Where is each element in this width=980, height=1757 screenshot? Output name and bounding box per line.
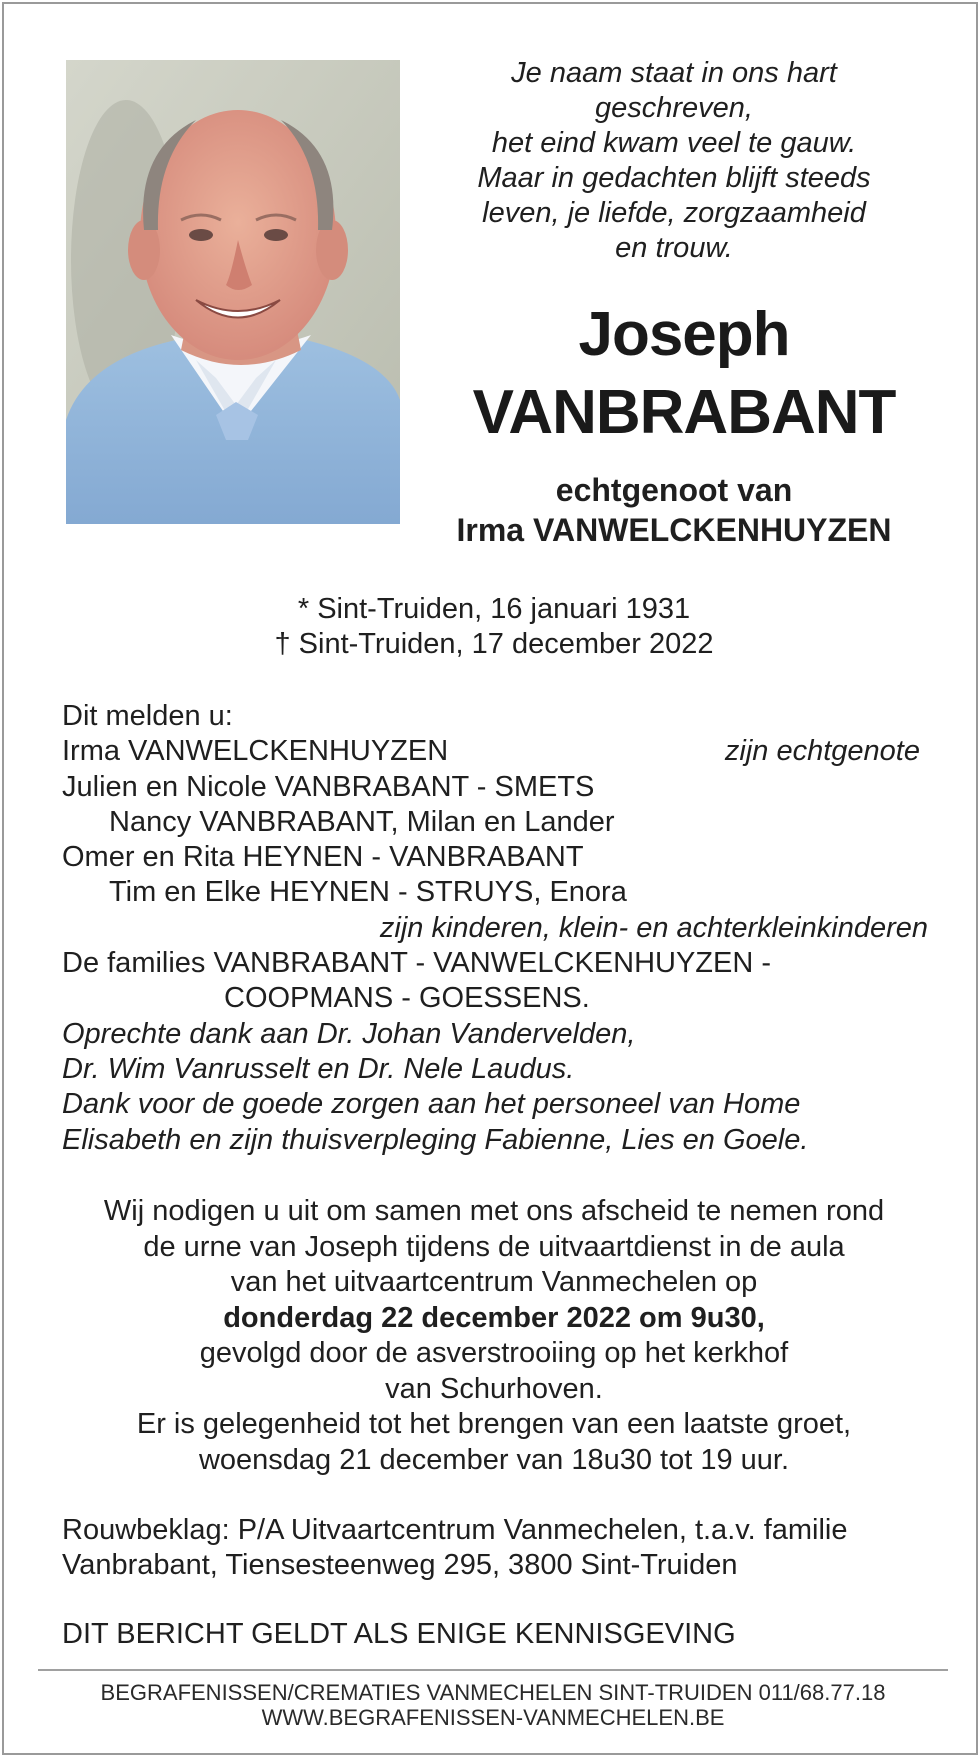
footer-divider xyxy=(38,1669,948,1671)
death-date: † Sint-Truiden, 17 december 2022 xyxy=(274,628,714,660)
grandchild-row: Nancy VANBRABANT, Milan en Lander xyxy=(109,805,615,838)
first-name: Joseph xyxy=(578,300,790,369)
obituary-card xyxy=(2,2,978,1755)
thanks-line: Elisabeth en zijn thuisverpleging Fabienne, Lies en Goele. xyxy=(62,1123,809,1156)
birth-date: * Sint-Truiden, 16 januari 1931 xyxy=(297,593,691,625)
spouse-block xyxy=(404,470,944,550)
life-dates xyxy=(144,592,844,662)
spouse-name: Irma VANWELCKENHUYZEN xyxy=(456,512,892,548)
memorial-poem xyxy=(424,56,924,266)
invitation-line: de urne van Joseph tijdens de uitvaartdienst in de aula xyxy=(143,1230,845,1263)
families-line: De families VANBRABANT - VANWELCKENHUYZEN - xyxy=(62,947,772,980)
portrait-photo xyxy=(66,60,400,524)
poem-line: Je naam staat in ons hart xyxy=(511,57,837,89)
deceased-name xyxy=(434,296,934,452)
condolence-address xyxy=(62,1513,942,1583)
child-row: Omer en Rita HEYNEN - VANBRABANT xyxy=(62,841,584,874)
invitation-line: woensdag 21 december van 18u30 tot 19 uur. xyxy=(198,1443,790,1476)
spouse-row-role: zijn echtgenote xyxy=(724,735,920,768)
thanks-line: Dr. Wim Vanrusselt en Dr. Nele Laudus. xyxy=(62,1052,575,1085)
poem-line: geschreven, xyxy=(595,92,753,124)
poem-line: het eind kwam veel te gauw. xyxy=(491,127,857,159)
poem-line: Maar in gedachten blijft steeds xyxy=(477,162,871,194)
condolence-line: Vanbrabant, Tiensesteenweg 295, 3800 Sint-Truiden xyxy=(62,1549,738,1581)
spouse-row xyxy=(62,734,932,769)
invitation-line: Er is gelegenheid tot het brengen van een laatste groet, xyxy=(136,1408,852,1440)
intro-line: Dit melden u: xyxy=(62,700,233,732)
poem-line: leven, je liefde, zorgzaamheid xyxy=(482,197,866,229)
thanks-line: Oprechte dank aan Dr. Johan Vandervelden, xyxy=(62,1017,636,1050)
funeral-home-footer xyxy=(38,1680,948,1730)
service-date-time: donderdag 22 december 2022 om 9u30, xyxy=(223,1301,765,1334)
funeral-home-website: WWW.BEGRAFENISSEN-VANMECHELEN.BE xyxy=(261,1705,725,1730)
children-role: zijn kinderen, klein- en achterkleinkinderen xyxy=(379,911,928,944)
last-name: VANBRABANT xyxy=(472,378,896,447)
funeral-home-contact: BEGRAFENISSEN/CREMATIES VANMECHELEN SINT-TRUIDEN 011/68.77.18 xyxy=(100,1680,886,1705)
family-announcement xyxy=(62,699,932,1158)
funeral-invitation xyxy=(44,1194,944,1478)
invitation-line: gevolgd door de asverstrooiing op het kerkhof xyxy=(199,1337,789,1369)
spouse-row-name: Irma VANWELCKENHUYZEN xyxy=(62,735,449,768)
relation-label: echtgenoot van xyxy=(555,472,793,508)
official-notice: DIT BERICHT GELDT ALS ENIGE KENNISGEVING xyxy=(62,1618,736,1650)
condolence-line: Rouwbeklag: P/A Uitvaartcentrum Vanmechelen, t.a.v. familie xyxy=(62,1514,848,1546)
thanks-line: Dank voor de goede zorgen aan het personeel van Home xyxy=(62,1088,801,1121)
invitation-line: van Schurhoven. xyxy=(385,1372,603,1405)
invitation-line: van het uitvaartcentrum Vanmechelen op xyxy=(230,1266,758,1298)
families-line: COOPMANS - GOESSENS. xyxy=(224,982,590,1015)
poem-line: en trouw. xyxy=(615,232,733,264)
invitation-line: Wij nodigen u uit om samen met ons afscheid te nemen rond xyxy=(103,1195,885,1227)
grandchild-row: Tim en Elke HEYNEN - STRUYS, Enora xyxy=(109,876,627,909)
child-row: Julien en Nicole VANBRABANT - SMETS xyxy=(62,770,595,803)
